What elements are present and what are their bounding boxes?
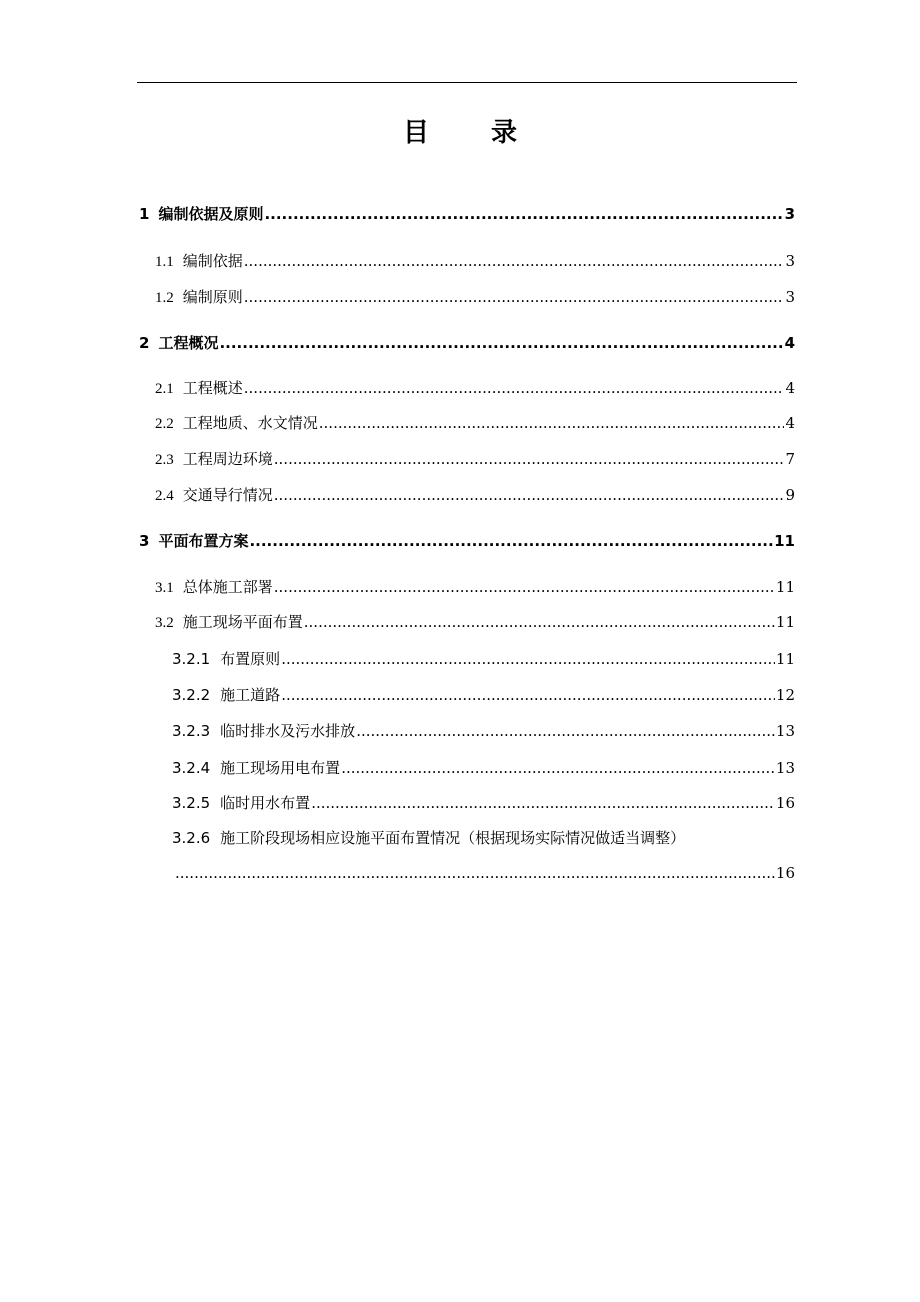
toc-entry-2-1[interactable] [155,377,795,398]
toc-entry-text: 工程概述 [182,379,243,397]
toc-entry-3-2-1[interactable] [172,648,795,669]
toc-entry-page: 16 [775,864,795,882]
toc-leader-dots [244,379,785,397]
toc-leader-dots [341,759,775,777]
toc-entry-page: 11 [775,650,795,668]
toc-entry-number: 3.1 [155,580,174,596]
toc-entry-text: 总体施工部署 [182,578,273,596]
toc-entry-2-4[interactable] [155,484,795,505]
toc-entry-page: 4 [785,414,795,432]
toc-entry-2-3[interactable] [155,448,795,469]
toc-entry-3-2-3[interactable] [172,720,795,741]
toc-entry-number: 2.4 [155,488,174,504]
toc-entry-page: 9 [785,486,795,504]
toc-leader-dots [244,252,785,270]
toc-entry-1[interactable] [139,203,795,224]
toc-entry-number: 1.2 [155,290,174,306]
toc-leader-dots [274,578,775,596]
toc-entry-text: 施工阶段现场相应设施平面布置情况（根据现场实际情况做适当调整） [220,829,686,847]
toc-entry-text: 临时用水布置 [220,794,311,812]
toc-entry-3-2-2[interactable] [172,684,795,705]
toc-entry-text: 临时排水及污水排放 [220,722,356,740]
toc-entry-number: 1 [139,205,150,223]
toc-entry-page: 3 [785,288,795,306]
toc-entry-page: 4 [784,334,795,352]
toc-entry-text: 编制依据及原则 [158,205,264,223]
toc-entry-text: 布置原则 [220,650,281,668]
toc-entry-page: 13 [775,759,795,777]
toc-entry-text: 编制原则 [182,288,243,306]
toc-entry-number: 1.1 [155,254,174,270]
toc-entry-page: 7 [785,450,795,468]
toc-entry-text: 编制依据 [182,252,243,270]
toc-entry-2-2[interactable] [155,412,795,433]
toc-entry-number: 3.2.5 [172,794,211,812]
toc-entry-number: 3.2.3 [172,722,211,740]
toc-entry-text: 工程概况 [158,334,219,352]
toc-entry-text: 施工道路 [220,686,281,704]
toc-entry-3-2-6-continuation[interactable] [175,864,795,882]
toc-entry-text: 施工现场用电布置 [220,759,341,777]
toc-leader-dots [356,722,775,740]
toc-entry-3-2-5[interactable] [172,792,795,813]
toc-entry-1-1[interactable] [155,250,795,271]
toc-entry-number: 2.2 [155,416,174,432]
toc-entry-number: 3.2 [155,615,174,631]
toc-leader-dots [219,334,783,352]
toc-entry-number: 3.2.6 [172,829,211,847]
toc-entry-text: 平面布置方案 [158,532,249,550]
toc-entry-2[interactable] [139,332,795,353]
toc-entry-3-2-4[interactable] [172,757,795,778]
toc-entry-3-2-6[interactable] [172,827,795,848]
toc-leader-dots [264,205,783,223]
toc-leader-dots [304,613,775,631]
toc-entry-number: 3.2.4 [172,759,211,777]
toc-leader-dots [281,650,775,668]
toc-leader-dots [175,864,775,882]
toc-entry-page: 3 [785,252,795,270]
toc-entry-1-2[interactable] [155,286,795,307]
toc-leader-dots [244,288,785,306]
toc-entry-number: 3.2.2 [172,686,211,704]
toc-entry-text: 施工现场平面布置 [182,613,303,631]
toc-entry-3-2[interactable] [155,611,795,632]
toc-entry-3[interactable] [139,530,795,551]
toc-entry-text: 工程地质、水文情况 [182,414,318,432]
toc-entry-page: 3 [784,205,795,223]
toc-entry-page: 13 [775,722,795,740]
toc-leader-dots [274,486,785,504]
toc-entry-number: 2.1 [155,381,174,397]
toc-entry-number: 3.2.1 [172,650,211,668]
toc-leader-dots [274,450,785,468]
toc-entry-text: 工程周边环境 [182,450,273,468]
toc-entry-page: 11 [775,578,795,596]
title-part-1: 目 [402,118,429,148]
toc-entry-number: 2.3 [155,452,174,468]
toc-leader-dots [319,414,785,432]
toc-leader-dots [311,794,775,812]
toc-entry-page: 4 [785,379,795,397]
toc-entry-number: 2 [139,334,150,352]
toc-entry-page: 12 [775,686,795,704]
toc-leader-dots [249,532,773,550]
title-part-2: 录 [491,118,518,148]
toc-entry-text: 交通导行情况 [182,486,273,504]
toc-entry-page: 11 [775,613,795,631]
toc-entry-page: 11 [774,532,795,550]
toc-entry-3-1[interactable] [155,576,795,597]
toc-entry-page: 16 [775,794,795,812]
toc-entry-number: 3 [139,532,150,550]
toc-leader-dots [281,686,775,704]
